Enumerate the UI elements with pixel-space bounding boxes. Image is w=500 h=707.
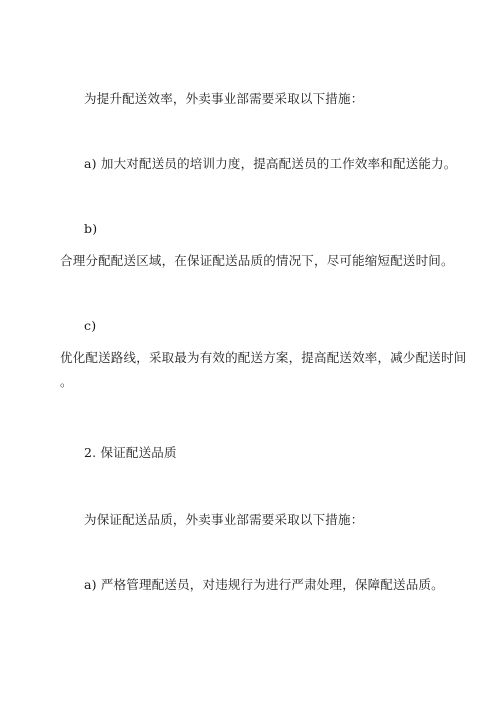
section-heading: 2. 保证配送品质 (84, 445, 177, 460)
list-item-c-text: 优化配送路线，采取最为有效的配送方案，提高配送效率，减少配送时间 (60, 350, 467, 365)
section-list-item-a: a) 严格管理配送员，对违规行为进行严肃处理，保障配送品质。 (84, 577, 444, 592)
list-item-b-text: 合理分配配送区域，在保证配送品质的情况下，尽可能缩短配送时间。 (60, 253, 454, 268)
list-item-c-label: c) (84, 318, 97, 333)
list-item-a: a) 加大对配送员的培训力度，提高配送员的工作效率和配送能力。 (84, 156, 457, 171)
list-item-c-text-continued: 。 (60, 374, 73, 389)
section-intro-paragraph: 为保证配送品质，外卖事业部需要采取以下措施： (84, 512, 364, 527)
intro-paragraph: 为提升配送效率，外卖事业部需要采取以下措施： (84, 91, 364, 106)
list-item-b-label: b) (84, 221, 98, 236)
